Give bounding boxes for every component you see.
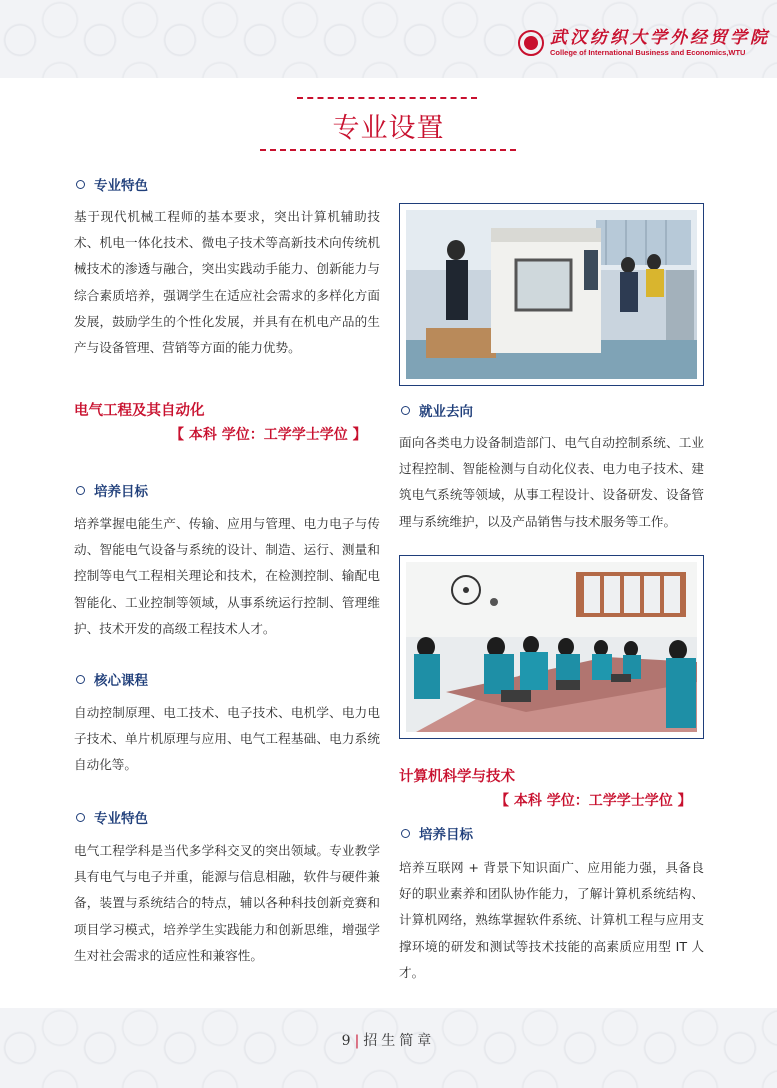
footer-label: 招生简章 (363, 1033, 436, 1049)
goal-text-electrical: 培养掌握电能生产、传输、应用与管理、电力电子与传动、智能电气设备与系统的设计、制造、运行、测量和控制等电气工程相关理论和技术，在检测控制、输配电智能化、工业控制等领域，从事系统运行控制、管理维护、技术开发的高级工程技术人才。 (74, 516, 380, 636)
college-logo (518, 28, 770, 58)
feature-heading-electrical: 专业特色 (76, 807, 148, 827)
photo-electronics-lab (399, 555, 704, 739)
degree-electrical: 【 本科 学位：工学学士学位 】 (170, 427, 367, 443)
circle-bullet-icon (76, 180, 85, 189)
title-divider-top (297, 97, 477, 99)
circle-bullet-icon (76, 813, 85, 822)
students-lab-image (406, 562, 697, 732)
goal-heading-electrical: 培养目标 (76, 480, 148, 500)
page-title: 专业设置 (332, 113, 445, 144)
college-seal-icon (518, 30, 544, 56)
major-title-computer: 计算机科学与技术 (399, 769, 515, 785)
circle-bullet-icon (76, 675, 85, 684)
circle-bullet-icon (401, 829, 410, 838)
feature-text-electrical: 电气工程学科是当代多学科交叉的突出领域。专业教学具有电气与电子并重，能源与信息相融，软件与硬件兼备，装置与系统结合的特点，辅以各种科技创新竞赛和项目学习模式，培养学生实践能力和创新思维，增强学生对社会需求的适应性和兼容性。 (74, 843, 380, 963)
courses-heading-electrical: 核心课程 (76, 669, 148, 689)
employment-text: 面向各类电力设备制造部门、电气自动控制系统、工业过程控制、智能检测与自动化仪表、电力电子技术、建筑电气系统等领域，从事工程设计、设备研发、设备管理与系统维护，以及产品销售与技术服务等工作。 (399, 435, 704, 529)
employment-heading: 就业去向 (401, 400, 473, 420)
title-divider-bottom (260, 149, 516, 151)
degree-computer: 【 本科 学位：工学学士学位 】 (495, 793, 692, 809)
goal-text-computer: 培养互联网 + 背景下知识面广、应用能力强，具备良好的职业素养和团队协作能力，了解计算机系统结构、计算机网络，熟练掌握软件系统、计算机工程与应用支撑环境的研发和测试等技术技能的高素质应用型 IT 人才。 (399, 860, 704, 980)
feature-heading-prev: 专业特色 (76, 174, 148, 194)
cnc-machine-image (406, 210, 697, 379)
logo-english-name: College of International Business and Economics,WTU (550, 48, 746, 57)
courses-text-electrical: 自动控制原理、电工技术、电子技术、电机学、电力电子技术、单片机原理与应用、电气工程基础、电力系统自动化等。 (74, 705, 380, 773)
feature-text-prev: 基于现代机械工程师的基本要求，突出计算机辅助技术、机电一体化技术、微电子技术等高新技术向传统机械技术的渗透与融合，突出实践动手能力、创新能力与综合素质培养，强调学生在适应社会需求的多样化方面发展，鼓励学生的个性化发展，并具有在机电产品的生产与设备管理、营销等方面的能力优势。 (74, 209, 380, 356)
goal-heading-computer: 培养目标 (401, 823, 473, 843)
logo-chinese-name: 武汉纺织大学外经贸学院 (550, 28, 770, 48)
circle-bullet-icon (401, 406, 410, 415)
circle-bullet-icon (76, 486, 85, 495)
footer-separator: | (354, 1033, 360, 1049)
photo-cnc-lab (399, 203, 704, 386)
page-footer (0, 1030, 777, 1050)
major-title-electrical: 电气工程及其自动化 (74, 403, 205, 419)
page-number: 9 (341, 1033, 351, 1049)
